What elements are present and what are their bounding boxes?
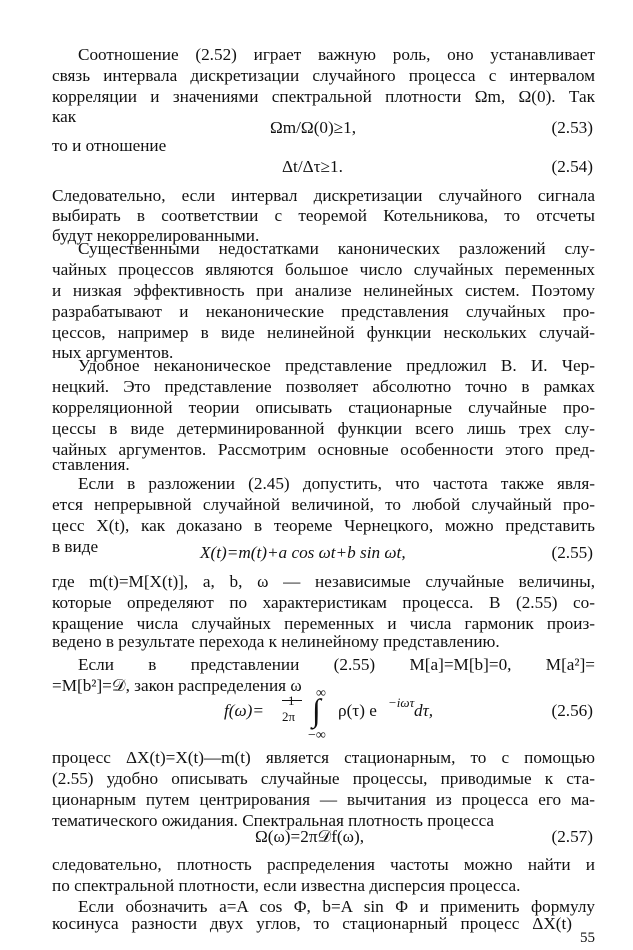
equation-number: (2.56)	[551, 701, 593, 720]
text-line: Удобное неканоническое представление предложил В. И. Чер-	[78, 356, 595, 375]
text-line: нецкий. Это представление позволяет абсолютно точно в рамках	[52, 377, 595, 396]
equation-number: (2.54)	[551, 157, 593, 176]
text-line: косинуса разности двух углов, то стационарный процесс ΔX(t)	[52, 914, 572, 933]
text-line: выбирать в соответствии с теоремой Котельникова, то отсчеты	[52, 206, 595, 225]
text-line: которые определяют по характеристикам процесса. В (2.55) со-	[52, 593, 595, 612]
text-line: связь интервала дискретизации случайного процесса с интервалом	[52, 66, 595, 85]
equation-2-57: Ω(ω)=2π𝒟f(ω),	[255, 827, 364, 846]
text-line: чайных процессов являются большое число случайных переменных	[52, 260, 595, 279]
text-line: кращение числа случайных переменных и числа гармоник произ-	[52, 614, 595, 633]
text-line: по спектральной плотности, если известна дисперсия процесса.	[52, 876, 521, 895]
text-line: и низкая эффективность при анализе нелинейных систем. Поэтому	[52, 281, 595, 300]
text-line: в виде	[52, 537, 99, 556]
eq-integrand: ρ(τ) e	[338, 701, 377, 720]
text-line: будут некоррелированными.	[52, 226, 260, 245]
text-line: где m(t)=M[X(t)], a, b, ω — независимые случайные величины,	[52, 572, 595, 591]
equation-2-55: X(t)=m(t)+a cos ωt+b sin ωt,	[200, 543, 406, 562]
equation-number: (2.55)	[551, 543, 593, 562]
eq-frac-bar	[282, 700, 302, 701]
eq-exponent: −iωτ	[388, 695, 415, 710]
text-line: Следовательно, если интервал дискретизации случайного сигнала	[52, 186, 595, 205]
eq-frac-den: 2π	[282, 709, 296, 724]
text-line: =M[b²]=𝒟, закон распределения ω	[52, 676, 302, 695]
text-line: разрабатывают и неканонические представления случайных про-	[52, 302, 595, 321]
text-line: тематического ожидания. Спектральная плотность процесса	[52, 811, 495, 830]
text-line: следовательно, плотность распределения частоты можно найти и	[52, 855, 595, 874]
text-line: ставления.	[52, 455, 130, 474]
integral-sign: ∫	[312, 692, 321, 728]
text-line: Существенными недостатками канонических разложений слу-	[78, 239, 595, 258]
text-line: Если обозначить a=A cos Φ, b=A sin Φ и применить формулу	[78, 897, 595, 916]
integral-upper-limit: ∞	[316, 686, 326, 701]
text-line: то и отношение	[52, 136, 167, 155]
text-line: ведено в результате перехода к нелинейному представлению.	[52, 632, 500, 651]
text-line: Если в представлении (2.55) M[a]=M[b]=0, M[a²]=	[78, 655, 595, 674]
text-line: корреляционной теории описывать стационарные случайные про-	[52, 398, 595, 417]
text-line: цесс X(t), как доказано в теореме Чернецкого, можно представить	[52, 516, 595, 535]
text-line: Соотношение (2.52) играет важную роль, оно устанавливает	[78, 45, 595, 64]
eq-tail: dτ,	[414, 701, 434, 720]
text-line: цессы в виде детерминированной функции всего лишь трех слу-	[52, 419, 595, 438]
page-number: 55	[580, 930, 595, 946]
text-line: Если в разложении (2.45) допустить, что частота также явля-	[78, 474, 595, 493]
text-line: (2.55) удобно описывать случайные процессы, приводимые к ста-	[52, 769, 595, 788]
text-line: корреляции и значениями спектральной плотности Ωm, Ω(0). Так	[52, 87, 595, 106]
equation-2-53: Ωm/Ω(0)≥1,	[270, 118, 357, 137]
text-line: чайных аргументов. Рассмотрим основные особенности этого пред-	[52, 440, 595, 459]
text-line: процесс ΔX(t)=X(t)—m(t) является стационарным, то с помощью	[52, 748, 595, 767]
text-line: цессов, например в виде нелинейной функции нескольких случай-	[52, 323, 595, 342]
text-line: ных аргументов.	[52, 343, 174, 362]
integral-lower-limit: −∞	[308, 728, 326, 743]
eq-frac-num: 1	[288, 693, 295, 708]
equation-number: (2.57)	[551, 827, 593, 846]
text-line: как	[52, 107, 77, 126]
eq-lhs: f(ω)=	[224, 701, 264, 720]
text-line: ционарным путем центрирования — вычитания из процесса его ма-	[52, 790, 595, 809]
equation-2-54: Δt/Δτ≥1.	[282, 157, 343, 176]
equation-number: (2.53)	[551, 118, 593, 137]
text-line: ется непрерывной случайной величиной, то любой случайный про-	[52, 495, 595, 514]
